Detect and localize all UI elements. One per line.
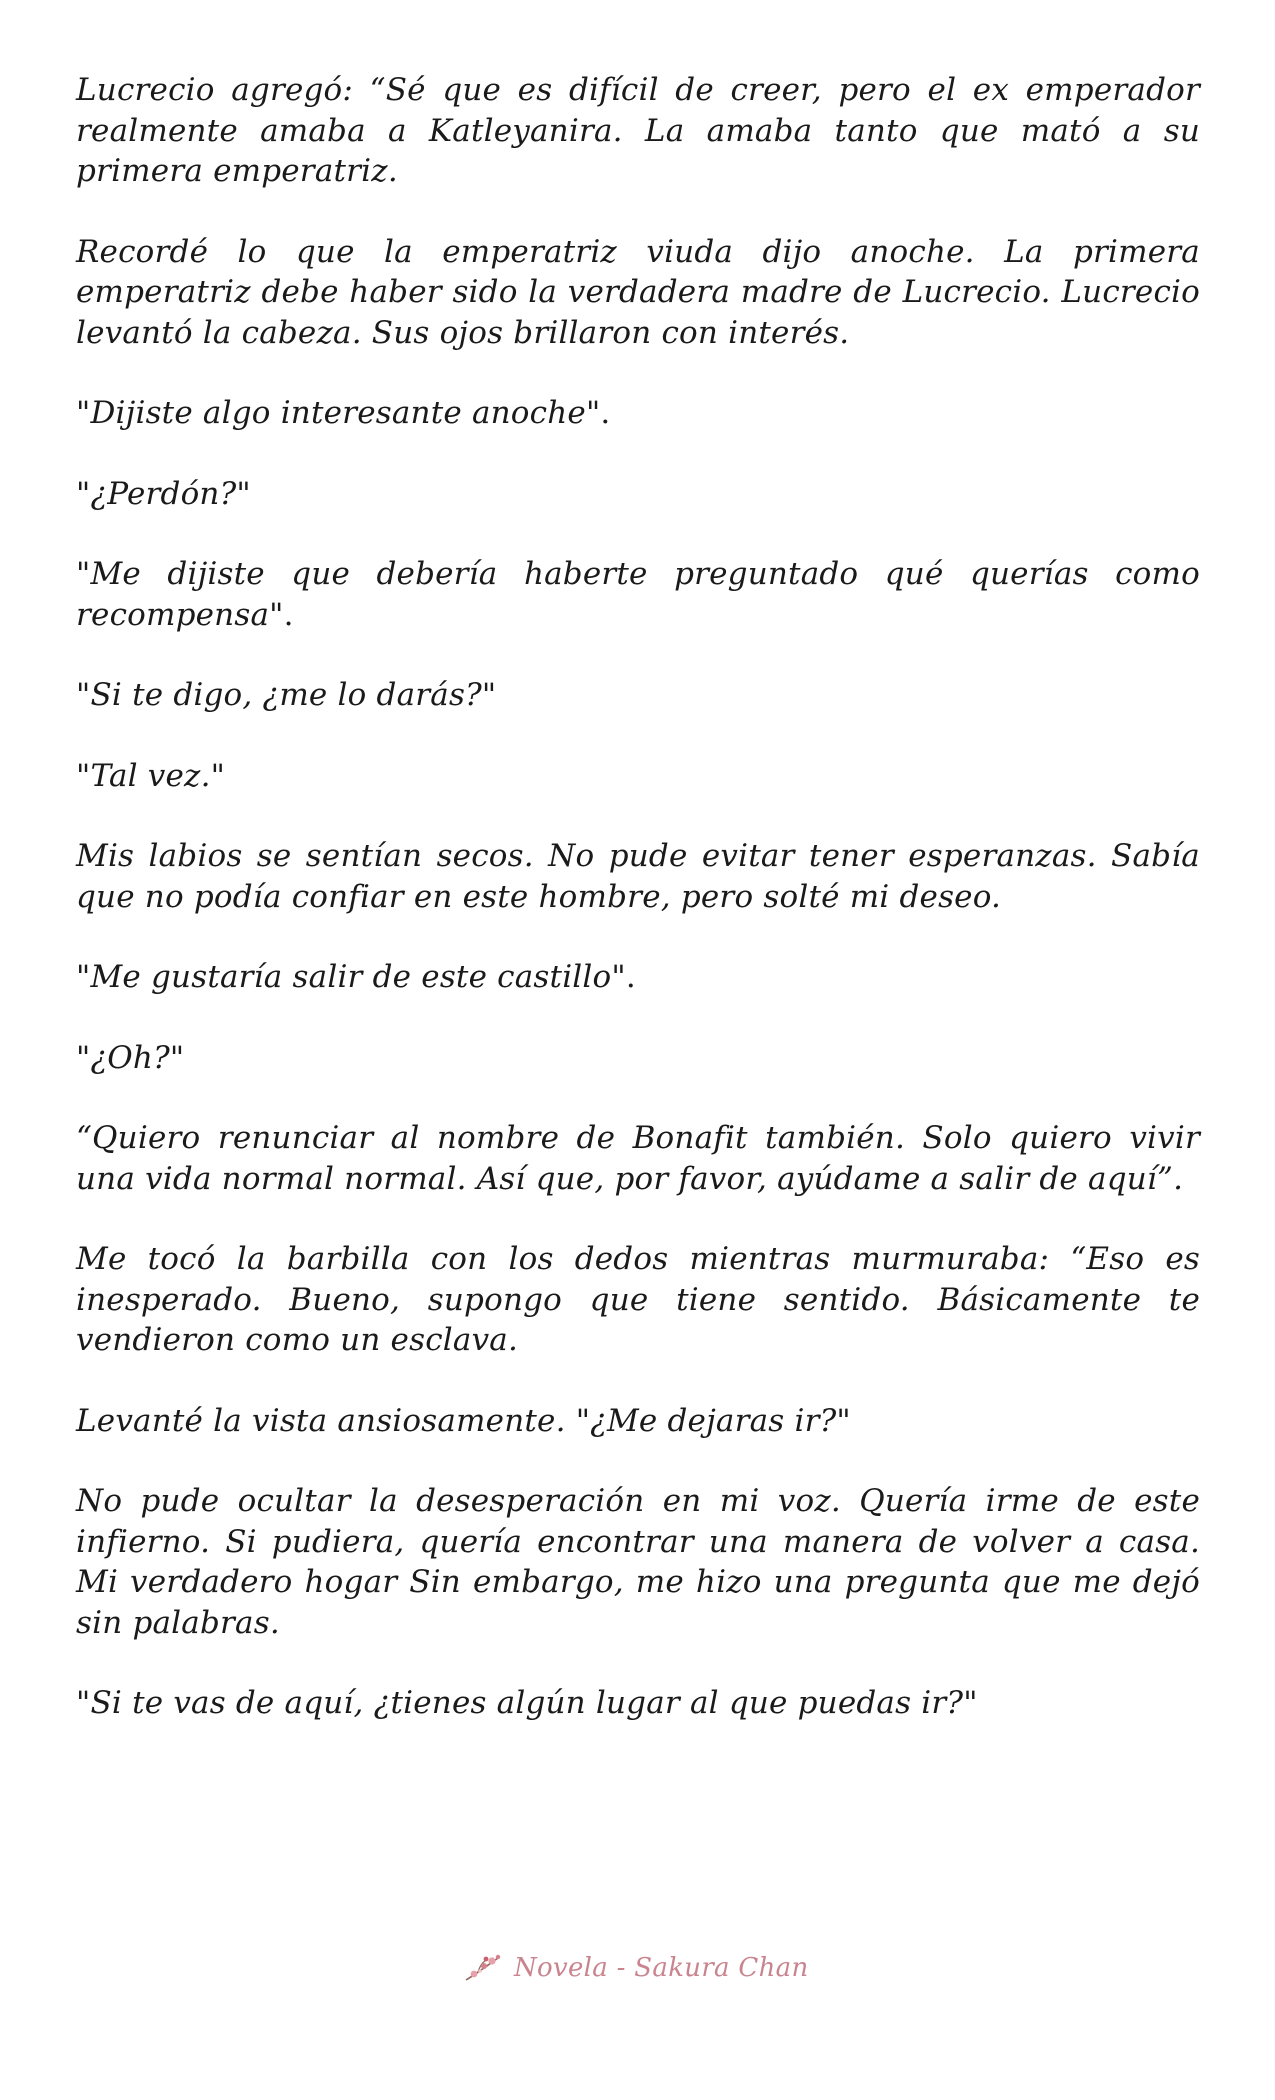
- footer-label: Novela - Sakura Chan: [514, 1953, 809, 1983]
- dialogue-line-4: "¿Perdón?": [76, 475, 251, 512]
- footer-watermark: [464, 1948, 809, 1988]
- paragraph-13: Levanté la vista ansiosamente. "¿Me dejaras ir?": [76, 1402, 851, 1439]
- dialogue-line-6: "Si te digo, ¿me lo darás?": [76, 677, 497, 713]
- dialogue-line-3: "Dijiste algo interesante anoche".: [76, 395, 611, 431]
- document-body: [76, 70, 1200, 1764]
- paragraph-8: Mis labios se sentían secos. No pude evitar tener esperanzas. Sabía que no podía confiar en este hombre, pero solté mi deseo.: [76, 838, 1200, 915]
- dialogue-line-5: "Me dijiste que debería haberte preguntado qué querías como recompensa".: [76, 556, 1200, 633]
- paragraph-11: “Quiero renunciar al nombre de Bonafit también. Solo quiero vivir una vida normal normal. Así que, por favor, ayúdame a salir de aquí”.: [76, 1120, 1200, 1197]
- dialogue-line-9: "Me gustaría salir de este castillo".: [76, 959, 636, 995]
- dialogue-line-7: "Tal vez.": [76, 757, 226, 794]
- sakura-branch-icon: [464, 1950, 504, 1986]
- paragraph-2: Recordé lo que la emperatriz viuda dijo anoche. La primera emperatriz debe haber sido la verdadera madre de Lucrecio. Lucrecio levantó la cabeza. Sus ojos brillaron con interés.: [76, 233, 1200, 351]
- paragraph-14: No pude ocultar la desesperación en mi voz. Quería irme de este infierno. Si pudiera, quería encontrar una manera de volver a casa. Mi verdadero hogar Sin embargo, me hizo una pregunta que me dejó sin palabras.: [76, 1483, 1200, 1641]
- paragraph-1: Lucrecio agregó: “Sé que es difícil de creer, pero el ex emperador realmente amaba a Katleyanira. La amaba tanto que mató a su primera emperatriz.: [76, 72, 1200, 189]
- dialogue-line-10: "¿Oh?": [76, 1039, 185, 1076]
- paragraph-12: Me tocó la barbilla con los dedos mientras murmuraba: “Eso es inesperado. Bueno, supongo que tiene sentido. Básicamente te vendieron como un esclava.: [76, 1241, 1200, 1358]
- dialogue-line-15: "Si te vas de aquí, ¿tienes algún lugar al que puedas ir?": [76, 1685, 978, 1721]
